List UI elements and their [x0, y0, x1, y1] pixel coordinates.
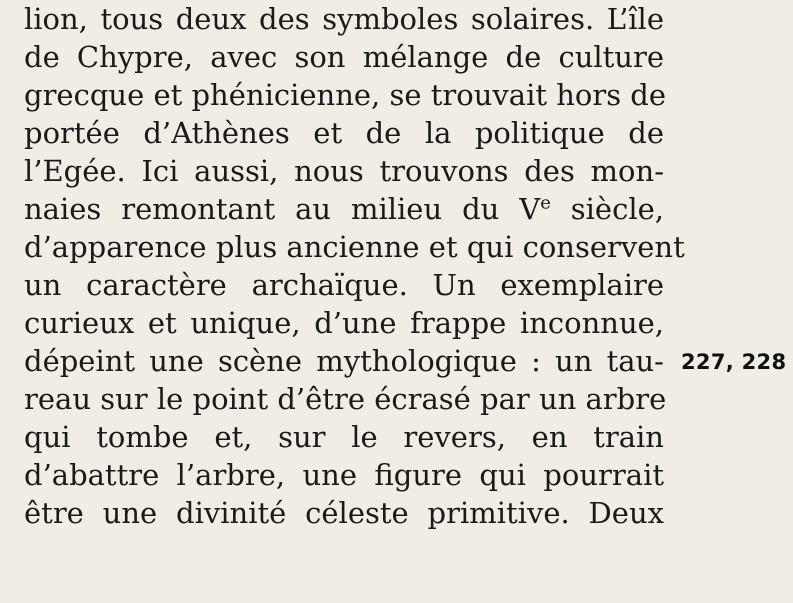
text-line-3: grecque et phénicienne, se trouvait hors de [24, 78, 667, 112]
text-line-11: reau sur le point d’être écrasé par un arbre [24, 382, 667, 416]
century-superscript: e [540, 192, 551, 214]
text-line-10: dépeint une scène mythologique : un tau- [24, 344, 664, 378]
text-line-9: curieux et unique, d’une frappe inconnue, [24, 306, 664, 340]
text-line-12: qui tombe et, sur le revers, en train [24, 420, 664, 454]
text-line-7: d’apparence plus ancienne et qui conservent [24, 230, 685, 264]
text-line-6-tail: siècle, [550, 192, 664, 226]
text-line-13: d’abattre l’arbre, une figure qui pourrait [24, 458, 664, 492]
text-line-6 [24, 190, 664, 228]
text-line-4: portée d’Athènes et de la politique de [24, 116, 664, 150]
text-line-14: être une divinité céleste primitive. Deux [24, 496, 664, 530]
text-line-5: l’Egée. Ici aussi, nous trouvons des mon- [24, 154, 664, 188]
text-line-6-head: naies remontant au milieu du V [24, 192, 541, 226]
text-line-2: de Chypre, avec son mélange de culture [24, 40, 664, 74]
margin-plate-reference: 227, 228 [681, 350, 787, 374]
text-line-1: lion, tous deux des symboles solaires. L’île [24, 2, 664, 36]
text-line-8: un caractère archaïque. Un exemplaire [24, 268, 664, 302]
